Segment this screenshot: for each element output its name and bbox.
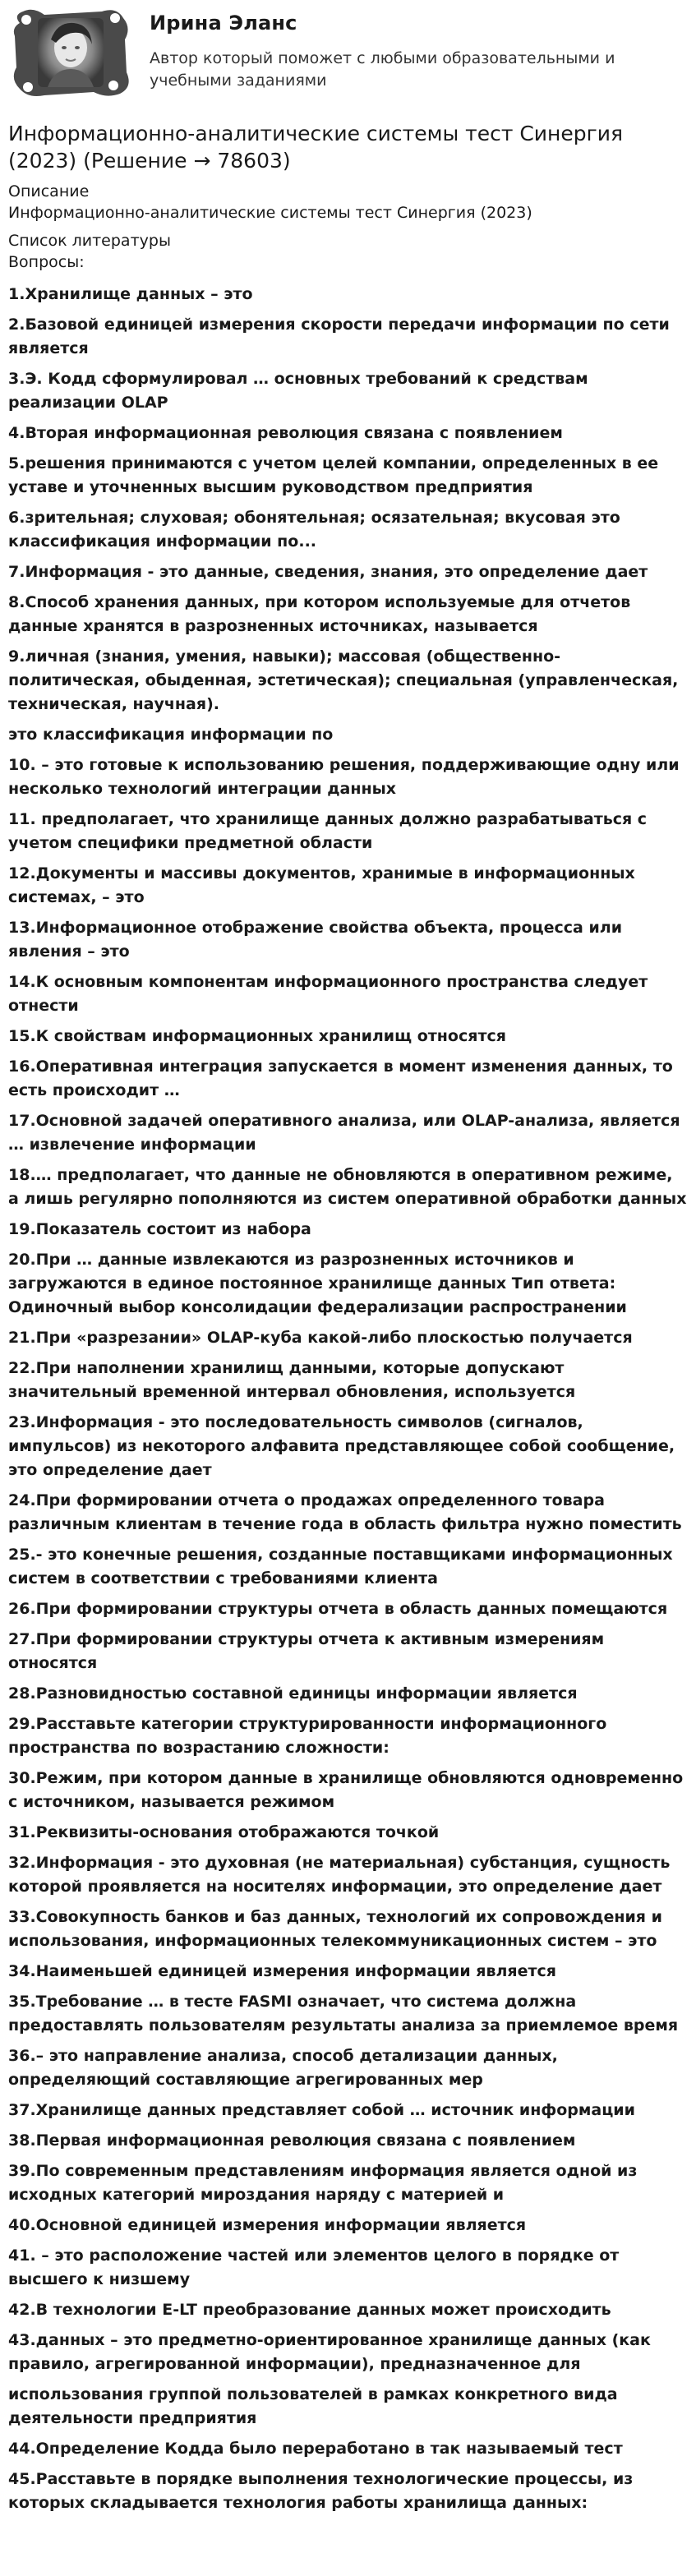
- question-item: 22.При наполнении хранилищ данными, которые допускают значительный временной интервал обновления, используется: [8, 1359, 576, 1401]
- question-item: 39.По современным представлениям информация является одной из исходных категорий мироздания наряду с материей и: [8, 2162, 638, 2204]
- author-description: Автор который поможет с любыми образовательными и учебными заданиями: [150, 49, 615, 90]
- question-item: 33.Совокупность банков и баз данных, технологий их сопровождения и использования, информационных телекоммуникационных систем – это: [8, 1908, 662, 1950]
- question-item: 43.данных – это предметно-ориентированное хранилище данных (как правило, агрегированной информации), предназначенное для: [8, 2331, 651, 2373]
- question-item: 17.Основной задачей оперативного анализа, или OLAP-анализа, является … извлечение информации: [8, 1112, 680, 1154]
- question-item: 25.- это конечные решения, созданные поставщиками информационных систем в соответствии с требованиями клиента: [8, 1546, 673, 1588]
- questions-label: Вопросы:: [8, 253, 85, 271]
- question-item: 45.Расставьте в порядке выполнения технологические процессы, из которых складывается технология работы хранилища данных:: [8, 2470, 634, 2512]
- question-item: 14.К основным компонентам информационного пространства следует отнести: [8, 973, 648, 1015]
- description-text: Информационно-аналитические системы тест Синергия (2023): [8, 204, 532, 222]
- question-item: 6.зрительная; слуховая; обонятельная; осязательная; вкусовая это классификация информации по...: [8, 509, 620, 551]
- question-item: 34.Наименьшей единицей измерения информации является: [8, 1962, 556, 1980]
- question-item: 7.Информация - это данные, сведения, знания, это определение дает: [8, 563, 648, 581]
- question-item: 2.Базовой единицей измерения скорости передачи информации по сети является: [8, 316, 670, 357]
- question-item: 32.Информация - это духовная (не материальная) субстанция, сущность которой проявляется на носителях информации, это определение дает: [8, 1854, 671, 1896]
- author-name[interactable]: Ирина Эланс: [150, 12, 297, 35]
- question-item: 20.При … данные извлекаются из разрозненных источников и загружаются в единое постоянное хранилище данных Тип ответа: Одиночный выбор консолидации федерализации распространении: [8, 1251, 627, 1316]
- question-item: 37.Хранилище данных представляет собой … источник информации: [8, 2101, 635, 2119]
- question-item: 29.Расставьте категории структурированности информационного пространства по возрастанию сложности:: [8, 1715, 607, 1757]
- question-item: 24.При формировании отчета о продажах определенного товара различным клиентам в течение года в область фильтра нужно поместить: [8, 1491, 682, 1533]
- question-item: 23.Информация - это последовательность символов (сигналов, импульсов) из некоторого алфавита представляющее собой сообщение, это определение дает: [8, 1413, 675, 1479]
- question-item: 36.– это направление анализа, способ детализации данных, определяющий составляющие агрегированных мер: [8, 2047, 558, 2089]
- author-card: [8, 0, 688, 108]
- question-item: 30.Режим, при котором данные в хранилище обновляются одновременно с источником, называется режимом: [8, 1769, 684, 1811]
- question-item: 21.При «разрезании» OLAP-куба какой-либо плоскостью получается: [8, 1329, 633, 1347]
- avatar-film-frame-icon: [8, 7, 133, 99]
- question-item: 1.Хранилище данных – это: [8, 285, 253, 303]
- question-item: 41. – это расположение частей или элементов целого в порядке от высшего к низшему: [8, 2247, 620, 2288]
- question-item: 31.Реквизиты-основания отображаются точкой: [8, 1823, 440, 1841]
- question-item: 9.личная (знания, умения, навыки); массовая (общественно-политическая, обыденная, эстетическая); специальная (управленческая, техническая, научная).: [8, 647, 679, 713]
- question-item: 3.Э. Кодд сформулировал … основных требований к средствам реализации OLAP: [8, 370, 588, 412]
- question-item: 15.К свойствам информационных хранилищ относятся: [8, 1027, 506, 1045]
- question-item: 12.Документы и массивы документов, хранимые в информационных системах, – это: [8, 864, 635, 906]
- question-item: 11. предполагает, что хранилище данных должно разрабатываться с учетом специфики предметной области: [8, 810, 648, 852]
- question-item: 4.Вторая информационная революция связана с появлением: [8, 424, 563, 442]
- question-item: 5.решения принимаются с учетом целей компании, определенных в ее уставе и уточненных высшим руководством предприятия: [8, 454, 659, 496]
- question-item: 19.Показатель состоит из набора: [8, 1220, 311, 1238]
- question-item: 40.Основной единицей измерения информации является: [8, 2216, 527, 2234]
- page-title: Информационно-аналитические системы тест Синергия (2023) (Решение → 78603): [8, 122, 624, 173]
- author-info: [150, 7, 643, 92]
- question-item: 27.При формировании структуры отчета к активным измерениям относятся: [8, 1630, 605, 1672]
- question-item: это классификация информации по: [8, 726, 334, 744]
- question-item: 28.Разновидностью составной единицы информации является: [8, 1684, 578, 1703]
- question-item: 35.Требование … в тесте FASMI означает, что система должна предоставлять пользователям результаты анализа за приемлемое время: [8, 1993, 679, 2035]
- author-avatar[interactable]: [8, 7, 133, 99]
- question-item: 16.Оперативная интеграция запускается в момент изменения данных, то есть происходит …: [8, 1058, 673, 1099]
- question-item: 10. – это готовые к использованию решения, поддерживающие одну или несколько технологий интеграции данных: [8, 756, 680, 798]
- question-item: 42.В технологии E-LT преобразование данных может происходить: [8, 2301, 611, 2319]
- question-item: использования группой пользователей в рамках конкретного вида деятельности предприятия: [8, 2385, 618, 2427]
- questions-list: [8, 283, 688, 2515]
- question-item: 38.Первая информационная революция связана с появлением: [8, 2131, 576, 2150]
- question-item: 13.Информационное отображение свойства объекта, процесса или явления – это: [8, 919, 623, 961]
- literature-label: Список литературы: [8, 232, 171, 250]
- description-label: Описание: [8, 182, 90, 200]
- question-item: 18.… предполагает, что данные не обновляются в оперативном режиме, а лишь регулярно пополняются из систем оперативной обработки данных: [8, 1166, 687, 1208]
- question-item: 8.Способ хранения данных, при котором используемые для отчетов данные хранятся в разрозненных источниках, называется: [8, 593, 631, 635]
- question-item: 44.Определение Кодда было переработано в так называемый тест: [8, 2440, 623, 2458]
- question-item: 26.При формировании структуры отчета в область данных помещаются: [8, 1600, 668, 1618]
